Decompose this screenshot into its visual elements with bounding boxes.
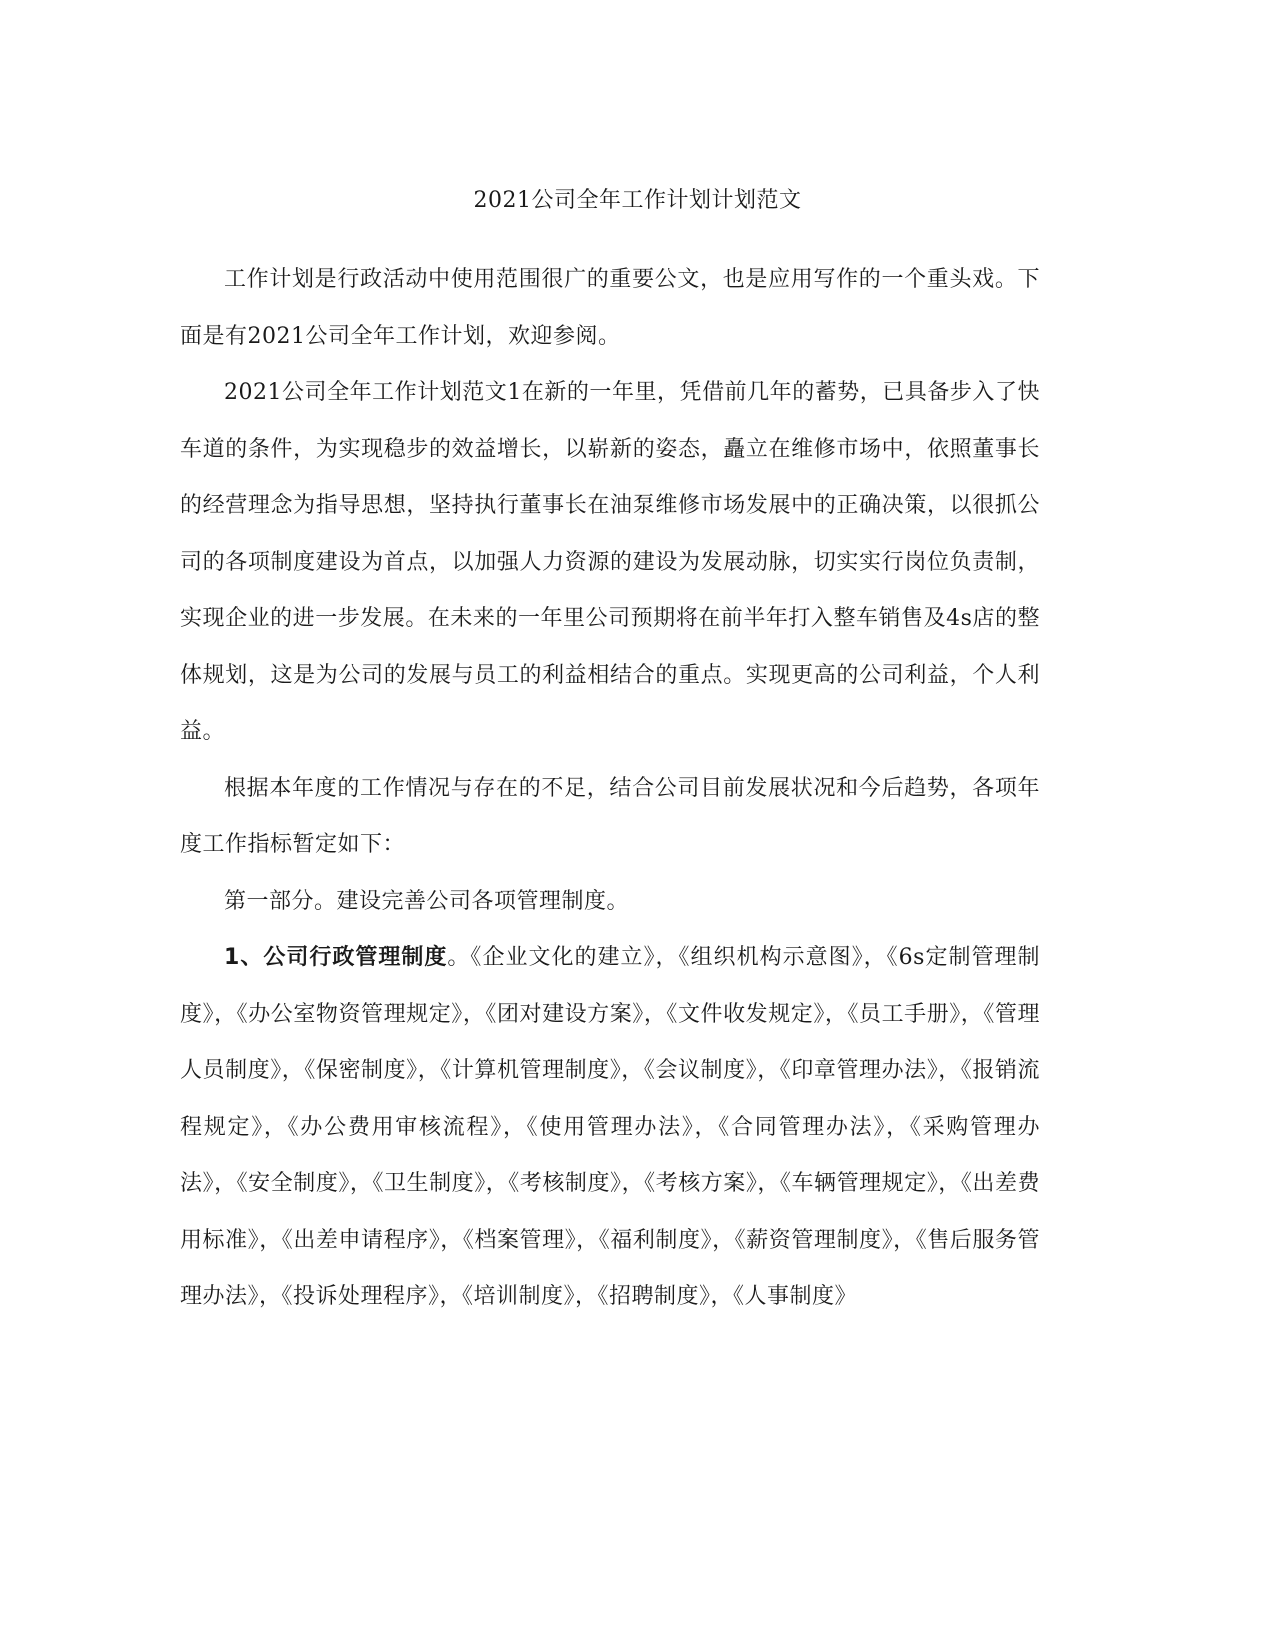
document-title: 2021公司全年工作计划计划范文 — [473, 188, 802, 213]
paragraph-part-1: 第一部分。建设完善公司各项管理制度。 — [224, 888, 630, 914]
item-1-heading: 1、公司行政管理制度 — [224, 945, 448, 970]
document-body — [180, 252, 1040, 1326]
paragraph-plan-1: 2021公司全年工作计划范文1在新的一年里，凭借前几年的蓄势，已具备步入了快车道的条件，为实现稳步的效益增长，以崭新的姿态，矗立在维修市场中，依照董事长的经营理念为指导思想，坚持执行董事长在油泵维修市场发展中的正确决策，以很抓公司的各项制度建设为首点，以加强人力资源的建设为发展动脉，切实实行岗位负责制，实现企业的进一步发展。在未来的一年里公司预期将在前半年打入整车销售及4s店的整体规划，这是为公司的发展与员工的利益相结合的重点。实现更高的公司利益，个人利益。 — [180, 380, 1040, 744]
paragraph-targets: 根据本年度的工作情况与存在的不足，结合公司目前发展状况和今后趋势，各项年度工作指标暂定如下： — [180, 775, 1040, 857]
paragraph-intro: 工作计划是行政活动中使用范围很广的重要公文，也是应用写作的一个重头戏。下面是有2021公司全年工作计划，欢迎参阅。 — [180, 267, 1040, 349]
paragraph-item-1 — [180, 930, 1040, 1326]
item-1-list: 。《企业文化的建立》，《组织机构示意图》，《6s定制管理制度》，《办公室物资管理规定》，《团对建设方案》，《文件收发规定》，《员工手册》，《管理人员制度》，《保密制度》，《计算机管理制度》，《会议制度》，《印章管理办法》，《报销流程规定》，《办公费用审核流程》，《使用管理办法》，《合同管理办法》，《采购管理办法》，《安全制度》，《卫生制度》，《考核制度》，《考核方案》，《车辆管理规定》，《出差费用标准》，《出差申请程序》，《档案管理》，《福利制度》，《薪资管理制度》，《售后服务管理办法》，《投诉处理程序》，《培训制度》，《招聘制度》，《人事制度》 — [180, 945, 1040, 1309]
